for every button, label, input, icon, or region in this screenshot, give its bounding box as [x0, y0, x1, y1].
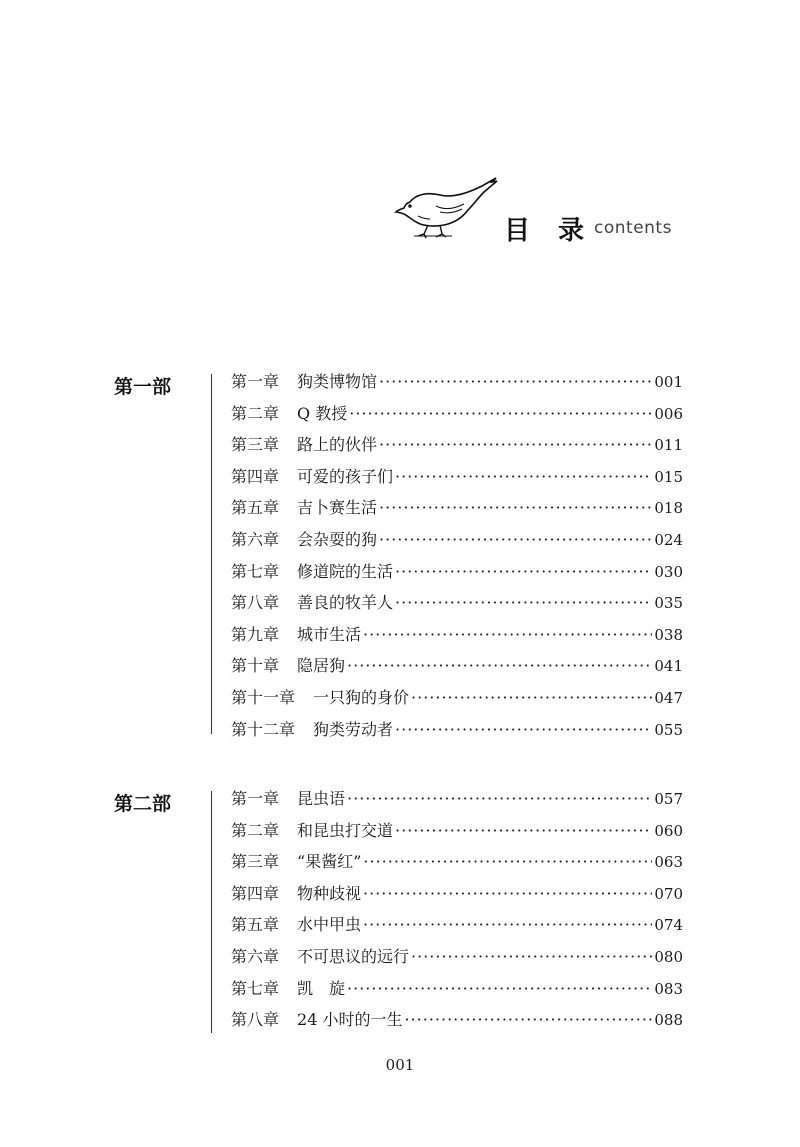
page-number: 063 [654, 853, 683, 872]
chapter-title: 吉卜赛生活 [297, 498, 378, 518]
chapter-title: 水中甲虫 [297, 915, 362, 935]
chapter-number: 第十一章 [231, 687, 296, 707]
toc-entry[interactable] [231, 498, 683, 530]
part-label: 第一部 [114, 376, 172, 398]
toc-entry[interactable] [231, 915, 683, 947]
part-divider [211, 791, 212, 1033]
page-number: 055 [654, 720, 683, 739]
dot-leader [379, 498, 652, 518]
chapter-number: 第七章 [231, 978, 280, 998]
page-number: 030 [654, 562, 683, 581]
toc-entry[interactable] [231, 852, 683, 884]
dot-leader [395, 821, 652, 841]
page-number: 041 [654, 657, 683, 676]
toc-title: 目录 [504, 216, 613, 246]
chapter-title: 不可思议的远行 [297, 946, 410, 966]
dot-leader [395, 467, 652, 487]
toc-entry[interactable] [231, 789, 683, 821]
chapter-number: 第九章 [231, 624, 280, 644]
chapter-title: 会杂耍的狗 [297, 529, 378, 549]
dot-leader [404, 1010, 652, 1030]
chapter-number: 第十二章 [231, 719, 296, 739]
toc-entry[interactable] [231, 530, 683, 562]
dot-leader [411, 947, 652, 967]
chapter-title: Q 教授 [297, 403, 348, 423]
toc-title-english: contents [594, 218, 672, 238]
toc-entry[interactable] [231, 562, 683, 594]
toc-entry[interactable] [231, 821, 683, 853]
chapter-title: 可爱的孩子们 [297, 466, 394, 486]
part-label: 第二部 [114, 793, 172, 815]
chapter-number: 第三章 [231, 435, 280, 455]
chapter-title: 隐居狗 [297, 656, 346, 676]
toc-list [231, 789, 683, 1042]
toc-entry[interactable] [231, 1010, 683, 1042]
chapter-number: 第一章 [231, 789, 280, 808]
page-number: 047 [654, 688, 683, 707]
toc-entry[interactable] [231, 593, 683, 625]
page-number: 035 [654, 594, 683, 613]
chapter-number: 第六章 [231, 946, 280, 966]
page-number: 083 [654, 979, 683, 998]
toc-entry[interactable] [231, 947, 683, 979]
dot-leader [347, 656, 652, 676]
chapter-number: 第八章 [231, 593, 280, 613]
page-number: 018 [654, 499, 683, 518]
chapter-number: 第二章 [231, 403, 280, 423]
chapter-title: 路上的伙伴 [297, 435, 378, 455]
chapter-title: 昆虫语 [297, 789, 346, 808]
chapter-number: 第十章 [231, 656, 280, 676]
page-number: 088 [654, 1011, 683, 1030]
toc-entry[interactable] [231, 884, 683, 916]
chapter-title: 城市生活 [297, 624, 362, 644]
dot-leader [379, 530, 652, 550]
dot-leader [379, 372, 652, 392]
dot-leader [363, 625, 652, 645]
page-number: 006 [654, 404, 683, 423]
page-folio: 001 [385, 1056, 415, 1074]
dot-leader [363, 915, 652, 935]
chapter-number: 第八章 [231, 1010, 280, 1030]
page-number: 070 [654, 884, 683, 903]
chapter-number: 第四章 [231, 466, 280, 486]
chapter-number: 第三章 [231, 852, 280, 872]
dot-leader [349, 404, 652, 424]
toc-entry[interactable] [231, 435, 683, 467]
page-number: 074 [654, 916, 683, 935]
chapter-number: 第四章 [231, 883, 280, 903]
page-number: 060 [654, 821, 683, 840]
chapter-number: 第二章 [231, 820, 280, 840]
chapter-title: 善良的牧羊人 [297, 593, 394, 613]
toc-entry[interactable] [231, 656, 683, 688]
part-divider [211, 374, 212, 734]
page-number: 015 [654, 467, 683, 486]
page-number: 024 [654, 530, 683, 549]
page-number: 011 [654, 436, 683, 455]
dot-leader [379, 435, 652, 455]
page-number: 038 [654, 625, 683, 644]
dot-leader [411, 688, 652, 708]
toc-entry[interactable] [231, 372, 683, 404]
chapter-title: 一只狗的身价 [313, 687, 410, 707]
bird-icon [388, 176, 500, 242]
toc-entry[interactable] [231, 720, 683, 752]
chapter-title: 和昆虫打交道 [297, 820, 394, 840]
chapter-number: 第七章 [231, 561, 280, 581]
chapter-number: 第六章 [231, 529, 280, 549]
dot-leader [395, 562, 652, 582]
chapter-title: 狗类博物馆 [297, 372, 378, 391]
page-number: 080 [654, 947, 683, 966]
dot-leader [363, 852, 652, 872]
chapter-title: 24 小时的一生 [297, 1010, 403, 1030]
dot-leader [347, 789, 652, 809]
toc-entry[interactable] [231, 688, 683, 720]
toc-entry[interactable] [231, 979, 683, 1011]
dot-leader [395, 593, 652, 613]
dot-leader [363, 884, 652, 904]
chapter-title: 修道院的生活 [297, 561, 394, 581]
toc-entry[interactable] [231, 625, 683, 657]
chapter-number: 第五章 [231, 498, 280, 518]
page-number: 057 [654, 790, 683, 808]
chapter-number: 第一章 [231, 372, 280, 391]
chapter-title: “果酱红” [297, 852, 362, 872]
chapter-title: 凯 旋 [297, 978, 346, 998]
toc-list [231, 372, 683, 751]
dot-leader [347, 979, 652, 999]
chapter-number: 第五章 [231, 915, 280, 935]
chapter-title: 物种歧视 [297, 883, 362, 903]
toc-header [388, 176, 688, 246]
toc-entry[interactable] [231, 467, 683, 499]
page-number: 001 [654, 373, 683, 391]
chapter-title: 狗类劳动者 [313, 719, 394, 739]
toc-entry[interactable] [231, 404, 683, 436]
dot-leader [395, 720, 652, 740]
